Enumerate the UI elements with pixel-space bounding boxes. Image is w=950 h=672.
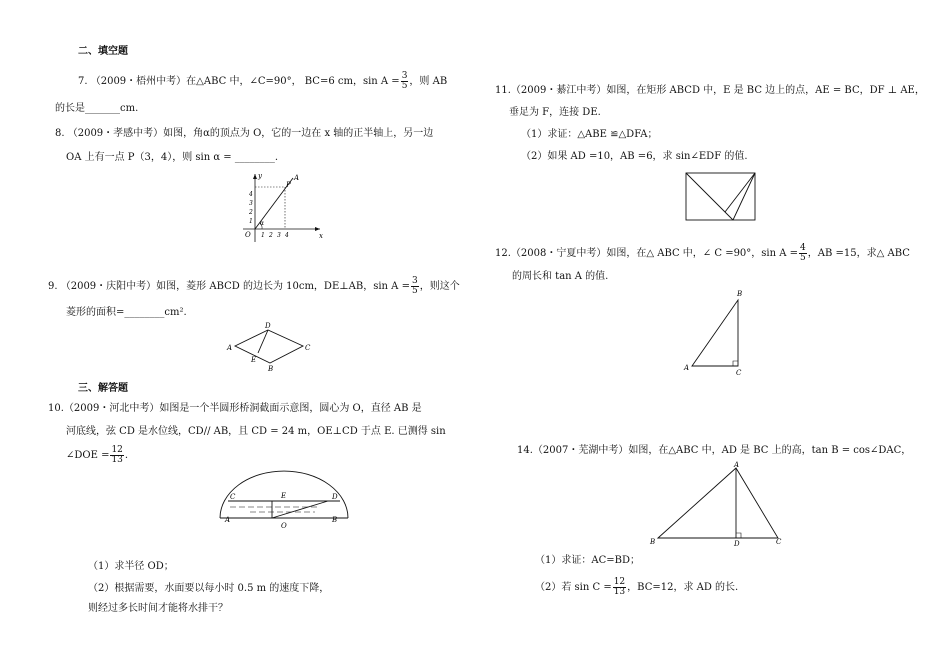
q7-text-end: ，则 AB [409,76,448,87]
y-tick-4: 4 [249,191,253,198]
label-B: B [332,516,338,524]
q12-frac-num: 4 [800,243,806,253]
section-heading-solve: 三、解答题 [78,383,128,394]
question-14-sub2 [535,578,738,597]
label-x: x [319,232,323,240]
question-10-sub1: （1）求半径 OD； [88,561,174,572]
q9-text-end: ，则这个 [419,281,460,292]
label-B: B [268,365,274,373]
q14-frac-den: 13 [613,587,626,597]
label-E: E [251,356,257,364]
right-angle-mark [736,533,741,538]
question-10-sub3: 则经过多长时间才能将水排干？ [88,603,228,614]
question-7-line1 [78,72,447,91]
q14-text-end: ，BC=12，求 AD 的长. [627,582,739,593]
x-tick-2: 2 [269,232,273,239]
q14-frac-num: 12 [613,577,626,587]
question-11-line1: 11.（2009・綦江中考）如图，在矩形 ABCD 中，E 是 BC 边上的点，AE = BC，DF ⊥ AE， [495,85,925,96]
q14-fraction [613,578,626,597]
q12-text-end: ，AB =15，求△ ABC [807,248,910,259]
q9-frac-den: 5 [411,286,418,296]
q14-text: （2）若 sin C = [535,582,612,593]
rhombus-ABCD [235,330,303,363]
question-14-sub1: （1）求证：AC=BD； [535,555,640,566]
label-D: D [265,322,271,330]
segment-DF [725,173,755,212]
figure-10-semicircle-bridge [220,474,360,534]
x-tick-1: 1 [261,232,265,239]
question-11-sub1: （1）求证：△ABE ≌△DFA； [521,129,658,140]
q12-text: 12.（2008・宁夏中考）如图，在△ ABC 中，∠ C =90°，sin A = [495,248,799,259]
x-tick-3: 3 [277,232,281,239]
label-B: B [650,538,656,546]
label-A: A [734,461,740,469]
triangle-ABC [658,468,778,538]
question-7-line2: 的长是_______cm. [55,103,139,114]
question-11-line2: 垂足为 F，连接 DE. [509,107,601,118]
q7-frac-den: 5 [401,81,408,91]
label-A: A [227,344,233,352]
question-14-line1: 14.（2007・芜湖中考）如图，在△ABC 中，AD 是 BC 上的高，tan B = cos∠DAC， [517,445,912,456]
label-A: A [225,516,231,524]
q10-frac-num: 12 [111,445,123,455]
segment-OD [272,501,328,518]
question-12-line2: 的周长和 tan A 的值. [512,271,609,282]
y-tick-3: 3 [249,200,253,207]
figure-12-right-triangle [680,288,750,378]
label-A: A [684,364,690,372]
x-axis-arrow-icon [315,227,320,231]
q12-frac-den: 5 [800,253,806,263]
question-10-sub2: （2）根据需要，水面要以每小时 0.5 m 的速度下降， [88,583,330,594]
q10-text: ∠DOE = [66,450,110,461]
segment-DE [258,330,268,353]
q9-text: 9. （2009・庆阳中考）如图，菱形 ABCD 的边长为 10cm，DE⊥AB，sin A = [48,281,410,292]
figure-9-rhombus [225,322,320,372]
label-alpha: α [260,220,265,227]
q12-fraction [799,244,807,263]
y-tick-1: 1 [249,218,253,225]
label-D: D [734,540,740,548]
right-angle-mark [733,361,738,366]
section-heading-fill-blank: 二、填空题 [78,46,128,57]
label-C: C [736,369,742,377]
question-10-line1: 10.（2009・河北中考）如图是一个半圆形桥洞截面示意图，圆心为 O，直径 AB 是 [48,403,422,414]
label-C: C [305,344,311,352]
segment-AE [686,173,733,220]
label-O: O [245,231,251,239]
label-E: E [281,492,287,500]
q9-frac-num: 3 [411,276,418,286]
q7-text: 7. （2009・梧州中考）在△ABC 中，∠C=90°， BC=6 cm，sin A = [78,76,400,87]
figure-11-rectangle [685,172,757,222]
question-9-line1 [48,277,460,296]
question-10-line3 [66,446,128,465]
question-11-sub2: （2）如果 AD =10，AB =6，求 sin∠EDF 的值. [521,151,748,162]
label-C: C [230,493,236,501]
q10-fraction [110,446,123,465]
label-C: C [776,538,782,546]
q9-fraction [411,277,419,296]
label-A: A [294,174,300,182]
rectangle-ABCD [686,173,755,220]
question-8-line2: OA 上有一点 P（3，4），则 sin α = ________. [66,152,279,163]
x-tick-4: 4 [285,232,289,239]
figure-14-triangle [648,462,788,547]
segment-DE [733,173,755,220]
q10-text-end: . [124,450,129,461]
label-D: D [332,493,338,501]
triangle-ABC [692,300,738,366]
question-8-line1: 8. （2009・孝感中考）如图，角α的顶点为 O，它的一边在 x 轴的正半轴上，另一边 [55,128,434,139]
y-tick-2: 2 [249,209,253,216]
q7-frac-num: 3 [401,71,408,81]
question-9-line2: 菱形的面积=________cm². [66,307,187,318]
label-O: O [281,522,287,530]
label-y: y [258,172,262,180]
y-axis-arrow-icon [253,174,257,179]
label-B: B [737,290,743,298]
question-12-line1 [495,244,910,263]
figure-8-coordinate-plot [235,170,325,245]
question-10-line2: 河底线，弦 CD 是水位线，CD// AB，且 CD = 24 m，OE⊥CD 于点 E. 已测得 sin [66,426,446,437]
q7-fraction [401,72,409,91]
q10-frac-den: 13 [111,455,123,465]
label-P: P [286,181,291,189]
